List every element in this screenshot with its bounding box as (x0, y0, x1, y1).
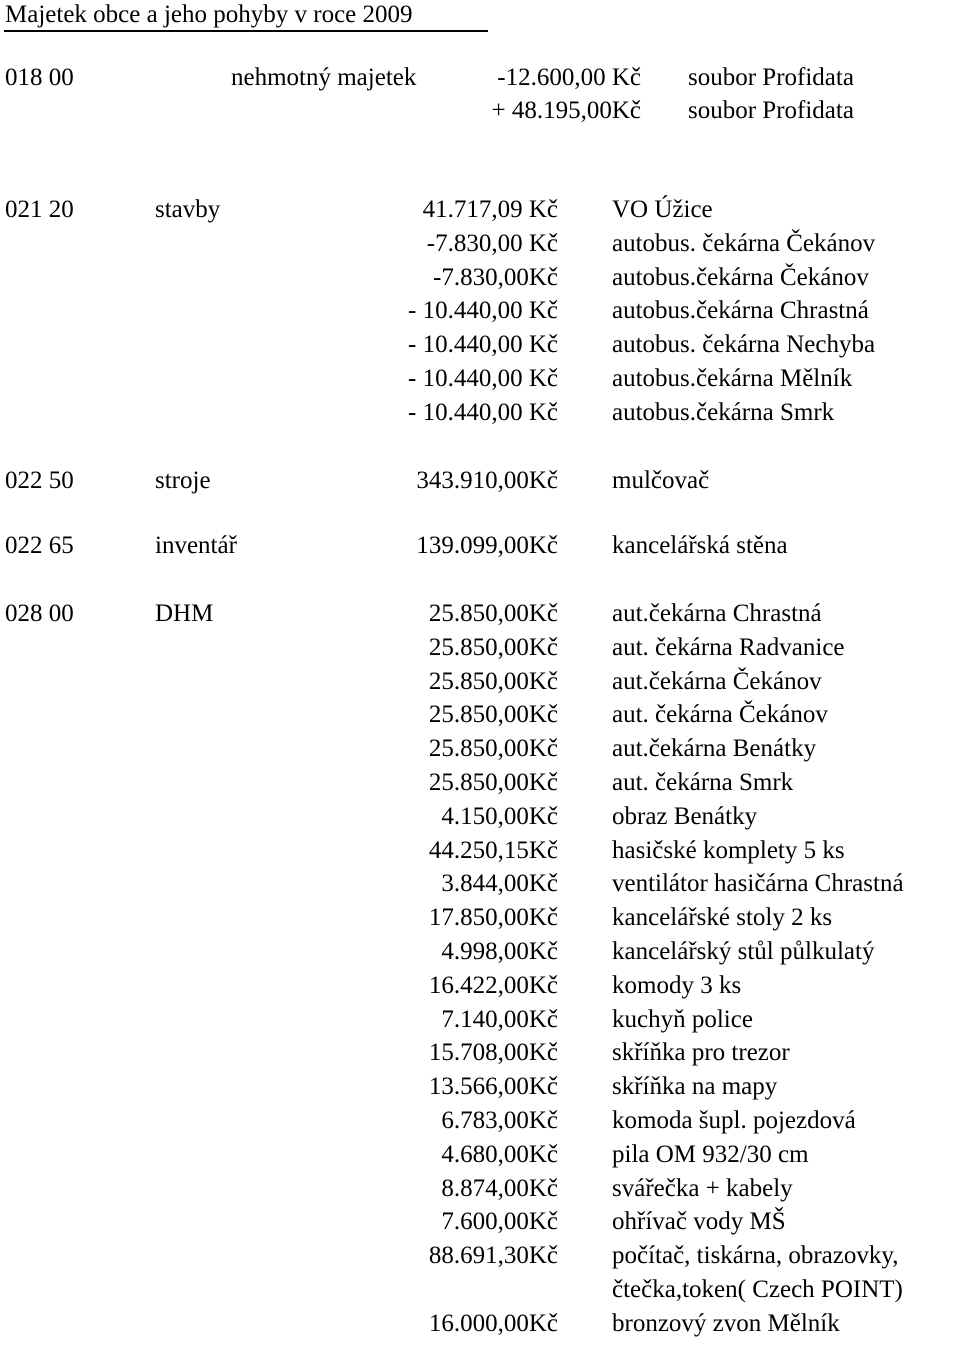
dhm-row-desc: komody 3 ks (612, 971, 742, 999)
stavby-row-amount: -7.830,00Kč (433, 263, 558, 291)
dhm-row-desc: aut. čekárna Čekánov (612, 701, 828, 729)
dhm-row-desc: skříňka na mapy (612, 1073, 778, 1101)
dhm-row-amount: 8.874,00Kč (441, 1174, 558, 1202)
dhm-row-desc: svářečka + kabely (612, 1174, 793, 1202)
dhm-row-desc: kuchyň police (612, 1005, 753, 1033)
stavby-row-amount: - 10.440,00 Kč (408, 331, 558, 359)
dhm-row-desc: hasičské komplety 5 ks (612, 836, 845, 864)
dhm-row-amount: 25.850,00Kč (428, 735, 558, 763)
stavby-row-desc: autobus.čekárna Smrk (612, 398, 835, 426)
dhm-row-amount: 88.691,30Kč (428, 1242, 558, 1270)
dhm-row-amount: 16.422,00Kč (428, 971, 558, 999)
dhm-row-desc: čtečka,token( Czech POINT) (612, 1276, 903, 1303)
amount-018-1: -12.600,00 Kč (497, 64, 641, 91)
dhm-row-desc: komoda šupl. pojezdová (612, 1107, 856, 1134)
stavby-row-desc: VO Úžice (612, 196, 713, 223)
dhm-row-amount: 7.140,00Kč (441, 1005, 558, 1033)
dhm-row-desc: aut. čekárna Smrk (612, 769, 794, 796)
label-028: DHM (155, 600, 214, 627)
dhm-row-desc: aut.čekárna Benátky (612, 735, 817, 763)
dhm-row-amount: 17.850,00Kč (428, 904, 558, 932)
dhm-row-desc: kancelářské stoly 2 ks (612, 904, 833, 932)
dhm-row-amount: 6.783,00Kč (441, 1107, 558, 1134)
stavby-row-desc: autobus.čekárna Chrastná (612, 297, 869, 325)
dhm-row-amount: 4.150,00Kč (441, 802, 558, 830)
stavby-row-desc: autobus. čekárna Nechyba (612, 331, 876, 359)
dhm-row-amount: 25.850,00Kč (428, 600, 558, 627)
stavby-row-desc: autobus.čekárna Čekánov (612, 263, 869, 291)
dhm-row-amount: 15.708,00Kč (428, 1039, 558, 1067)
dhm-row-desc: ohřívač vody MŠ (612, 1208, 786, 1236)
label-021: stavby (155, 196, 221, 223)
dhm-row-amount: 44.250,15Kč (428, 836, 558, 864)
dhm-row-desc: aut.čekárna Chrastná (612, 600, 822, 627)
dhm-row-amount: 3.844,00Kč (441, 870, 558, 898)
stavby-row-desc: autobus. čekárna Čekánov (612, 229, 876, 257)
dhm-row-desc: aut. čekárna Radvanice (612, 633, 845, 661)
stavby-row-amount: 41.717,09 Kč (422, 196, 558, 223)
account-022-50: 022 50 (5, 467, 74, 494)
dhm-row-desc: bronzový zvon Mělník (612, 1309, 840, 1337)
dhm-row-amount: 25.850,00Kč (428, 667, 558, 695)
dhm-row-amount: 25.850,00Kč (428, 769, 558, 796)
account-022-65: 022 65 (5, 532, 74, 559)
dhm-row-desc: pila OM 932/30 cm (612, 1140, 809, 1168)
dhm-row-amount: 7.600,00Kč (441, 1208, 558, 1236)
label-018: nehmotný majetek (231, 64, 417, 91)
dhm-row-amount: 25.850,00Kč (428, 701, 558, 729)
amount-018-2: + 48.195,00Kč (491, 97, 641, 124)
stavby-row-amount: - 10.440,00 Kč (408, 297, 558, 325)
dhm-row-desc: kancelářský stůl půlkulatý (612, 938, 875, 965)
desc-022-65: kancelářská stěna (612, 532, 788, 559)
dhm-row-amount: 13.566,00Kč (428, 1073, 558, 1101)
dhm-row-amount: 4.998,00Kč (441, 938, 558, 965)
note-018-2: soubor Profidata (688, 97, 854, 124)
label-022-50: stroje (155, 467, 211, 494)
dhm-row-amount: 4.680,00Kč (441, 1140, 558, 1168)
label-022-65: inventář (155, 532, 237, 559)
page-title: Majetek obce a jeho pohyby v roce 2009 (5, 1, 413, 28)
dhm-row-desc: skříňka pro trezor (612, 1039, 790, 1067)
note-018-1: soubor Profidata (688, 64, 854, 91)
stavby-row-desc: autobus.čekárna Mělník (612, 365, 853, 392)
desc-022-50: mulčovač (612, 467, 710, 494)
title-underline (4, 30, 488, 32)
stavby-row-amount: - 10.440,00 Kč (408, 398, 558, 426)
dhm-row-desc: aut.čekárna Čekánov (612, 667, 822, 695)
amount-022-50: 343.910,00Kč (416, 467, 558, 494)
dhm-row-desc: obraz Benátky (612, 802, 758, 830)
dhm-row-amount: 25.850,00Kč (428, 633, 558, 661)
dhm-row-desc: počítač, tiskárna, obrazovky, (612, 1242, 899, 1270)
stavby-row-amount: -7.830,00 Kč (426, 229, 558, 257)
stavby-row-amount: - 10.440,00 Kč (408, 365, 558, 392)
account-028: 028 00 (5, 600, 74, 627)
dhm-row-amount: 16.000,00Kč (428, 1309, 558, 1337)
account-021: 021 20 (5, 196, 74, 223)
account-018: 018 00 (5, 64, 74, 91)
amount-022-65: 139.099,00Kč (416, 532, 558, 559)
dhm-row-desc: ventilátor hasičárna Chrastná (612, 870, 904, 898)
